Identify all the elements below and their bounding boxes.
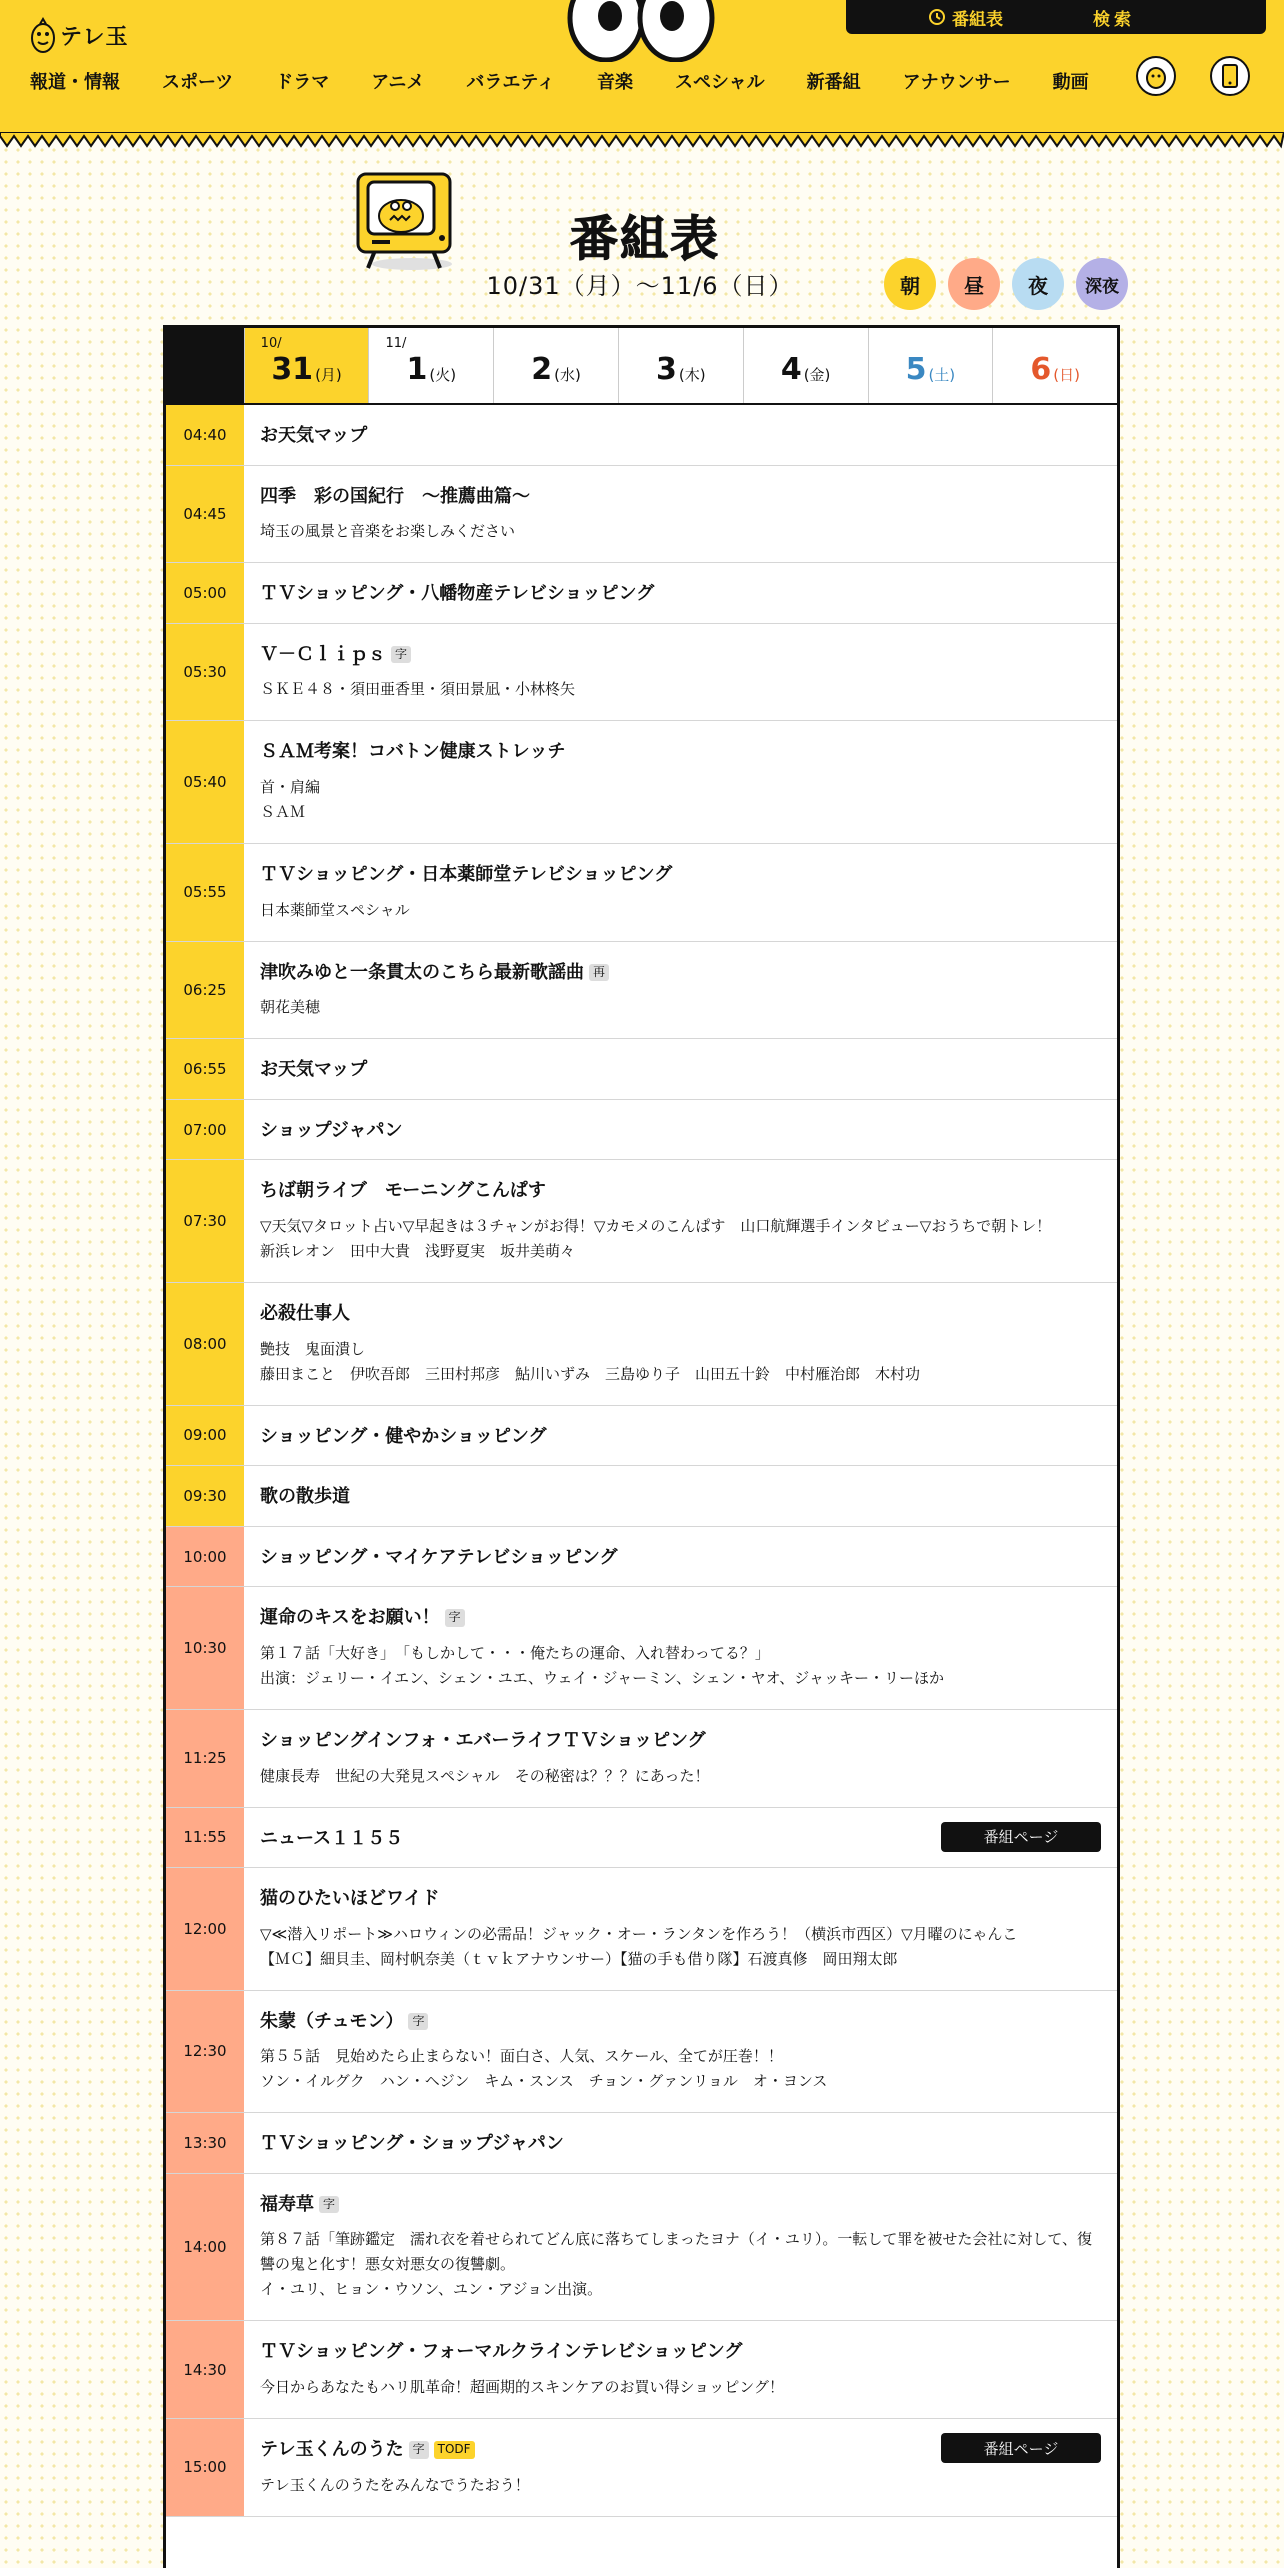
program-description: 第５５話 見始めたら止まらない！面白さ、人気、スケール、全てが圧巻！！ ソン・イルグク ハン・ヘジン キム・スンス チョン・グァンリョル オ・ヨンス xyxy=(260,2047,828,2091)
program-row[interactable] xyxy=(166,1283,1117,1406)
nav-anime[interactable]: アニメ xyxy=(371,72,425,93)
time-of-day-selector xyxy=(884,258,1128,310)
program-page-button[interactable]: 番組ページ xyxy=(941,2433,1101,2463)
program-row[interactable] xyxy=(166,1587,1117,1710)
program-time: 04:45 xyxy=(166,466,244,563)
program-title-wrap xyxy=(260,583,1101,605)
program-time: 14:30 xyxy=(166,2321,244,2418)
program-guide-link[interactable] xyxy=(928,5,1003,30)
program-title[interactable]: ＴＶショッピング・ショップジャパン xyxy=(260,2133,564,2155)
program-title[interactable]: Ｖ－Ｃｌｉｐｓ xyxy=(260,643,386,665)
program-title[interactable]: 福寿草 xyxy=(260,2193,314,2215)
program-time: 11:55 xyxy=(166,1808,244,1868)
nav-announcer[interactable]: アナウンサー xyxy=(902,72,1011,93)
day-weekday: (水) xyxy=(554,366,581,384)
program-row[interactable] xyxy=(166,2174,1117,2322)
program-title-wrap xyxy=(260,962,1101,984)
program-time: 12:30 xyxy=(166,1991,244,2113)
time-of-day-button[interactable]: 昼 xyxy=(948,258,1000,310)
day-tab[interactable] xyxy=(992,328,1117,403)
site-logo[interactable] xyxy=(30,16,129,54)
program-time: 04:40 xyxy=(166,405,244,465)
program-title[interactable]: お天気マップ xyxy=(260,1059,368,1081)
program-title[interactable]: 運命のキスをお願い！ xyxy=(260,1607,440,1629)
day-weekday: (火) xyxy=(429,366,457,384)
program-info xyxy=(244,1991,1117,2113)
program-row[interactable] xyxy=(166,1991,1117,2114)
smartphone-icon xyxy=(1216,62,1244,90)
program-title-wrap xyxy=(260,741,1101,763)
program-info xyxy=(244,2419,1117,2516)
program-badge: 字 xyxy=(408,2013,428,2031)
day-tab[interactable] xyxy=(618,328,743,403)
day-selector xyxy=(166,328,1117,405)
program-title-wrap xyxy=(260,1180,1101,1202)
header-zigzag-edge xyxy=(0,132,1284,150)
program-title-wrap xyxy=(260,2341,1101,2363)
app-icon[interactable] xyxy=(1210,56,1250,96)
program-time: 07:30 xyxy=(166,1160,244,1282)
program-title[interactable]: 朱蒙（チュモン） xyxy=(260,2010,404,2032)
program-time: 13:30 xyxy=(166,2113,244,2173)
program-title-wrap xyxy=(260,1607,1101,1629)
program-description: 首・肩編 ＳＡＭ xyxy=(260,777,321,821)
program-row[interactable] xyxy=(166,2321,1117,2419)
program-row[interactable] xyxy=(166,1710,1117,1808)
program-info xyxy=(244,2174,1117,2321)
program-info xyxy=(244,1868,1117,1990)
page-title: 番組表 xyxy=(569,211,720,267)
day-month: 10/ xyxy=(260,336,282,351)
program-time: 06:25 xyxy=(166,942,244,1039)
mascot-eyes-icon xyxy=(566,0,716,62)
day-number: 31 xyxy=(271,352,314,387)
program-description: 朝花美穂 xyxy=(260,998,321,1017)
day-bar-corner xyxy=(166,328,244,403)
day-number: 1 xyxy=(406,352,428,387)
program-row[interactable] xyxy=(166,721,1117,844)
program-row[interactable] xyxy=(166,563,1117,624)
program-row[interactable] xyxy=(166,2113,1117,2174)
nav-new-programs[interactable]: 新番組 xyxy=(806,72,861,93)
mascot-face-icon xyxy=(1142,62,1170,90)
program-badge: TODF xyxy=(434,2441,475,2459)
day-tab[interactable] xyxy=(868,328,993,403)
program-row[interactable] xyxy=(166,1160,1117,1283)
program-title[interactable]: 津吹みゆと一条貫太のこちら最新歌謡曲 xyxy=(260,961,584,983)
program-time: 10:30 xyxy=(166,1587,244,1709)
program-title[interactable]: ショッピング・マイケアテレビショッピング xyxy=(260,1546,618,1568)
program-info xyxy=(244,1808,1117,1868)
date-range: 10/31（月）〜11/6（日） xyxy=(486,272,794,300)
nav-special[interactable]: スペシャル xyxy=(674,72,765,93)
program-title-wrap xyxy=(260,1730,1101,1752)
program-title-wrap xyxy=(260,2133,1101,2155)
program-description: 艶技 鬼面潰し 藤田まこと 伊吹吾郎 三田村邦彦 鮎川いずみ 三島ゆり子 山田五十鈴 中村雁治郎 木村功 xyxy=(260,1339,921,1383)
time-of-day-button[interactable]: 朝 xyxy=(884,258,936,310)
program-title-wrap xyxy=(260,425,1101,447)
program-title[interactable]: 四季 彩の国紀行 ～推薦曲篇～ xyxy=(260,485,530,507)
day-number: 5 xyxy=(905,352,927,387)
day-weekday: (金) xyxy=(803,366,831,384)
program-title-wrap xyxy=(260,644,1101,666)
program-time: 07:00 xyxy=(166,1100,244,1160)
program-time: 08:00 xyxy=(166,1283,244,1405)
program-time: 09:30 xyxy=(166,1466,244,1526)
program-badge: 字 xyxy=(391,646,411,664)
search-label: 検索 xyxy=(1093,9,1135,30)
nav-variety[interactable]: バラエティ xyxy=(466,72,555,93)
program-time: 10:00 xyxy=(166,1527,244,1587)
program-title-wrap xyxy=(260,1120,1101,1142)
day-tab[interactable] xyxy=(244,328,369,403)
search-link[interactable] xyxy=(1093,5,1135,30)
program-info xyxy=(244,1283,1117,1405)
teletama-mascot-icon xyxy=(30,16,56,54)
program-title-wrap xyxy=(260,1888,1101,1910)
program-row[interactable] xyxy=(166,466,1117,564)
program-badge: 字 xyxy=(445,1609,465,1627)
site-header xyxy=(0,0,1284,136)
program-title[interactable]: テレ玉くんのうた xyxy=(260,2439,404,2461)
program-description: 健康長寿 世紀の大発見スペシャル その秘密は？？？にあった！ xyxy=(260,1766,710,1785)
program-title-wrap xyxy=(260,2011,1101,2033)
day-number: 6 xyxy=(1030,352,1052,387)
program-info xyxy=(244,942,1117,1039)
program-info xyxy=(244,721,1117,843)
program-title[interactable]: ショッピングインフォ・エバーライフＴＶショッピング xyxy=(260,1729,706,1751)
program-title[interactable]: ＴＶショッピング・フォーマルクラインテレビショッピング xyxy=(260,2341,743,2363)
program-time: 09:00 xyxy=(166,1406,244,1466)
program-badge: 再 xyxy=(589,964,609,982)
program-row[interactable] xyxy=(166,1868,1117,1991)
program-row[interactable] xyxy=(166,844,1117,942)
clock-icon xyxy=(928,8,946,26)
day-number: 3 xyxy=(656,352,677,387)
program-row[interactable] xyxy=(166,405,1117,466)
program-title-wrap xyxy=(260,1486,1101,1508)
program-row[interactable] xyxy=(166,624,1117,722)
program-info xyxy=(244,1527,1117,1587)
program-title[interactable]: 歌の散歩道 xyxy=(260,1486,350,1508)
program-info xyxy=(244,1100,1117,1160)
program-time: 05:55 xyxy=(166,844,244,941)
program-title[interactable]: ショッピング・健やかショッピング xyxy=(260,1425,547,1447)
program-description: 埼玉の風景と音楽をお楽しみください xyxy=(260,522,516,541)
top-utility-bar xyxy=(846,0,1266,34)
program-time: 15:00 xyxy=(166,2419,244,2516)
program-description: 第１７話「大好き」 「もしかして・・・俺たちの運命、入れ替わってる？」 出演：ジェリー・イエン、シェン・ユエ、ウェイ・ジャーミン、シェン・ヤオ、ジャッキー・リーほか xyxy=(260,1643,945,1687)
program-info xyxy=(244,1587,1117,1709)
program-row[interactable] xyxy=(166,1100,1117,1161)
day-tab[interactable] xyxy=(493,328,618,403)
program-row[interactable] xyxy=(166,1527,1117,1588)
program-info xyxy=(244,1039,1117,1099)
program-title-wrap xyxy=(260,1303,1101,1325)
program-info xyxy=(244,1160,1117,1282)
program-description: ▽天気▽タロット占い▽早起きは３チャンがお得！▽カモメのこんぱす 山口航輝選手インタビュー▽おうちで朝トレ！ 新浜レオン 田中大貴 浅野夏実 坂井美萌々 xyxy=(260,1216,1052,1260)
program-time: 05:00 xyxy=(166,563,244,623)
program-title-wrap xyxy=(260,2194,1101,2216)
program-list xyxy=(166,405,1117,2517)
program-time: 05:30 xyxy=(166,624,244,721)
day-tab[interactable] xyxy=(368,328,493,403)
program-description: ＳＫＥ４８・須田亜香里・須田景凪・小林柊矢 xyxy=(260,680,576,699)
nav-news[interactable]: 報道・情報 xyxy=(30,72,120,93)
program-time: 11:25 xyxy=(166,1710,244,1807)
tv-mascot-illustration xyxy=(352,168,462,272)
program-title-wrap xyxy=(260,1059,1101,1081)
day-weekday: (月) xyxy=(315,366,342,384)
program-title-wrap xyxy=(260,486,1101,508)
program-description: ▽≪潜入リポート≫ハロウィンの必需品！ジャック・オー・ランタンを作ろう！（横浜市西区）▽月曜のにゃんこ 【ＭＣ】細貝圭、岡村帆奈美（ｔｖｋアナウンサー）【猫の手も借り隊】石渡真修 岡田翔太郎 xyxy=(260,1924,1018,1968)
program-badge: 字 xyxy=(319,2196,339,2214)
program-title[interactable]: ＴＶショッピング・八幡物産テレビショッピング xyxy=(260,583,655,605)
program-title-wrap xyxy=(260,1426,1101,1448)
program-row[interactable] xyxy=(166,942,1117,1040)
program-info xyxy=(244,2113,1117,2173)
program-title[interactable]: ＳＡＭ考案！コバトン健康ストレッチ xyxy=(260,741,566,763)
time-of-day-button[interactable]: 夜 xyxy=(1012,258,1064,310)
program-time: 05:40 xyxy=(166,721,244,843)
day-weekday: (土) xyxy=(928,366,956,384)
main-nav xyxy=(30,66,1131,96)
program-time: 12:00 xyxy=(166,1868,244,1990)
program-page-button[interactable]: 番組ページ xyxy=(941,1822,1101,1852)
day-month: 11/ xyxy=(385,336,407,351)
program-description: 今日からあなたもハリ肌革命！超画期的スキンケアのお買い得ショッピング！ xyxy=(260,2378,784,2397)
program-description: 第８７話「筆跡鑑定 濡れ衣を着せられてどん底に落ちてしまったヨナ（イ・ユリ）。一転して罪を被せた会社に対して、復讐の鬼と化す！悪女対悪女の復讐劇。 イ・ユリ、ヒョン・ウソン、ユン・アジョン出演。 xyxy=(260,2230,1093,2299)
program-title[interactable]: ちば朝ライブ モーニングこんぱす xyxy=(260,1180,546,1202)
program-info xyxy=(244,563,1117,623)
day-number: 2 xyxy=(531,352,553,387)
program-guide-label: 番組表 xyxy=(952,9,1003,30)
schedule-table xyxy=(163,325,1120,2568)
program-info xyxy=(244,1466,1117,1526)
day-weekday: (木) xyxy=(678,366,706,384)
program-time: 06:55 xyxy=(166,1039,244,1099)
program-title-wrap xyxy=(260,1547,1101,1569)
logo-text: テレ玉 xyxy=(60,24,129,50)
program-info xyxy=(244,466,1117,563)
nav-drama[interactable]: ドラマ xyxy=(275,72,330,93)
program-description: 日本薬師堂スペシャル xyxy=(260,900,410,919)
program-info xyxy=(244,1406,1117,1466)
time-of-day-button[interactable]: 深夜 xyxy=(1076,258,1128,310)
nav-music[interactable]: 音楽 xyxy=(596,72,633,93)
program-title-wrap xyxy=(260,864,1101,886)
program-title[interactable]: ＴＶショッピング・日本薬師堂テレビショッピング xyxy=(260,863,673,885)
program-info xyxy=(244,1710,1117,1807)
day-tab[interactable] xyxy=(743,328,868,403)
program-badge: 字 xyxy=(409,2441,429,2459)
program-row[interactable] xyxy=(166,1808,1117,1869)
day-number: 4 xyxy=(780,352,802,387)
program-row[interactable] xyxy=(166,2419,1117,2517)
program-description: テレ玉くんのうたをみんなでうたおう！ xyxy=(260,2475,530,2494)
program-title[interactable]: お天気マップ xyxy=(260,425,368,446)
program-info xyxy=(244,2321,1117,2418)
program-row[interactable] xyxy=(166,1466,1117,1527)
teletama-kun-icon[interactable] xyxy=(1136,56,1176,96)
program-title[interactable]: 猫のひたいほどワイド xyxy=(260,1888,440,1910)
day-weekday: (日) xyxy=(1053,366,1080,384)
program-title[interactable]: 必殺仕事人 xyxy=(260,1302,350,1324)
program-title[interactable]: ショップジャパン xyxy=(260,1119,403,1141)
nav-sports[interactable]: スポーツ xyxy=(162,72,234,93)
program-info xyxy=(244,624,1117,721)
program-time: 14:00 xyxy=(166,2174,244,2321)
program-info xyxy=(244,405,1117,465)
program-row[interactable] xyxy=(166,1039,1117,1100)
program-row[interactable] xyxy=(166,1406,1117,1467)
nav-video[interactable]: 動画 xyxy=(1052,72,1089,93)
program-info xyxy=(244,844,1117,941)
program-title[interactable]: ニュース１１５５ xyxy=(260,1827,404,1849)
